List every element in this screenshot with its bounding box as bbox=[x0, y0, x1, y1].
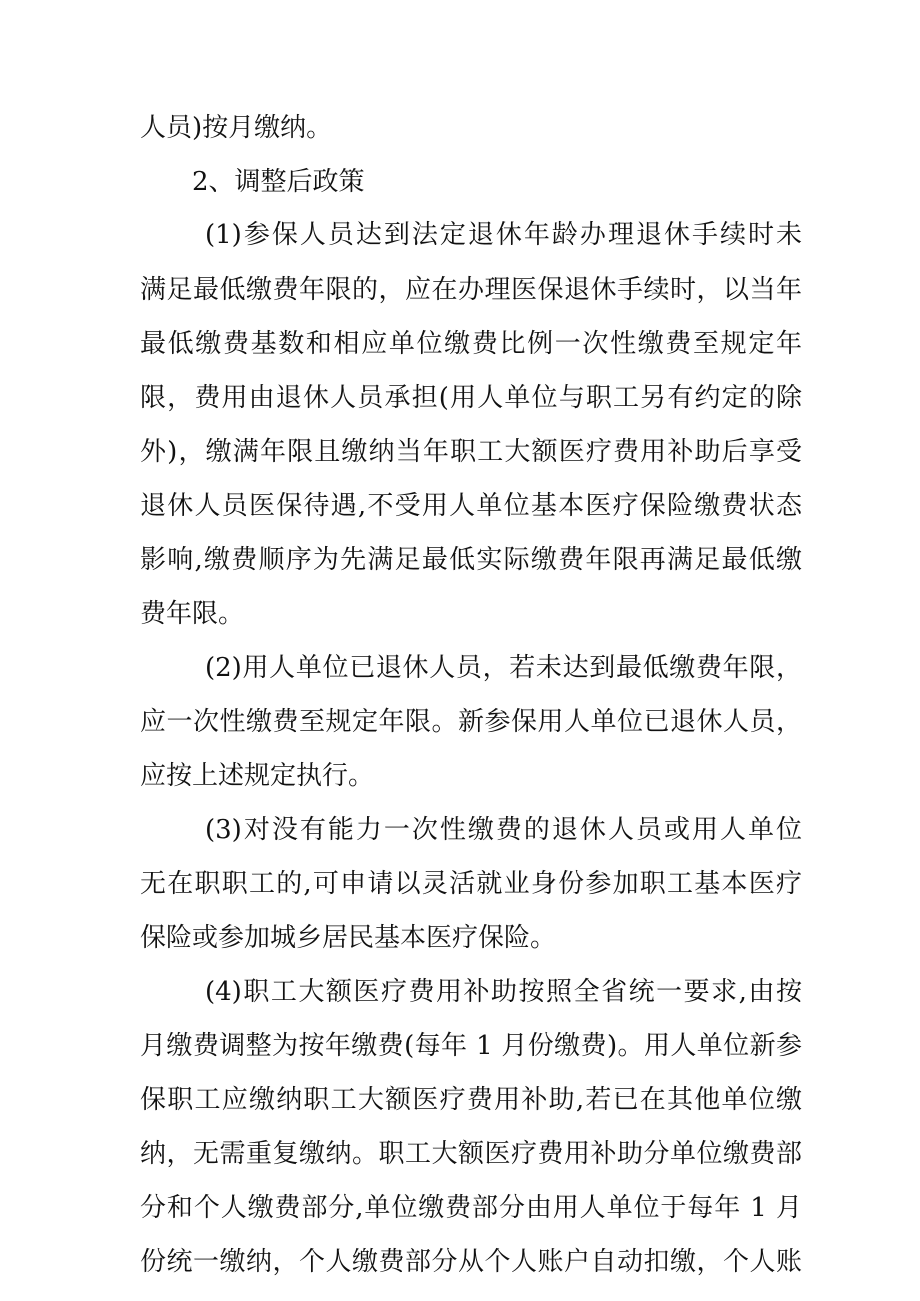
text-line: 影响,缴费顺序为先满足最低实际缴费年限再满足最低缴 bbox=[140, 545, 802, 575]
text-line: 纳，无需重复缴纳。职工大额医疗费用补助分单位缴费部 bbox=[140, 1139, 802, 1169]
text-line: 保险或参加城乡居民基本医疗保险。 bbox=[140, 923, 557, 953]
text-line: (1)参保人员达到法定退休年龄办理退休手续时未 bbox=[205, 220, 802, 250]
text-line: 保职工应缴纳职工大额医疗费用补助,若已在其他单位缴 bbox=[140, 1085, 802, 1115]
text-line: 退休人员医保待遇,不受用人单位基本医疗保险缴费状态 bbox=[140, 491, 802, 521]
text-line: (2)用人单位已退休人员，若未达到最低缴费年限， bbox=[205, 653, 802, 683]
text-line: 费年限。 bbox=[140, 599, 245, 629]
text-line: 分和个人缴费部分,单位缴费部分由用人单位于每年 1 月 bbox=[140, 1193, 802, 1223]
text-line: (3)对没有能力一次性缴费的退休人员或用人单位 bbox=[205, 815, 802, 845]
text-line: (4)职工大额医疗费用补助按照全省统一要求,由按 bbox=[205, 977, 802, 1007]
text-line: 应按上述规定执行。 bbox=[140, 761, 375, 791]
text-line: 人员)按月缴纳。 bbox=[140, 113, 333, 143]
text-line: 应一次性缴费至规定年限。新参保用人单位已退休人员， bbox=[140, 707, 802, 737]
text-line: 月缴费调整为按年缴费(每年 1 月份缴费)。用人单位新参 bbox=[140, 1031, 802, 1061]
text-line: 外)，缴满年限且缴纳当年职工大额医疗费用补助后享受 bbox=[140, 437, 802, 467]
text-line: 满足最低缴费年限的，应在办理医保退休手续时，以当年 bbox=[140, 275, 802, 305]
text-line: 份统一缴纳，个人缴费部分从个人账户自动扣缴，个人账 bbox=[140, 1247, 802, 1277]
text-line: 限，费用由退休人员承担(用人单位与职工另有约定的除 bbox=[140, 383, 802, 413]
text-line: 无在职职工的,可申请以灵活就业身份参加职工基本医疗 bbox=[140, 869, 802, 899]
text-line: 最低缴费基数和相应单位缴费比例一次性缴费至规定年 bbox=[140, 329, 802, 359]
section-heading: 2、调整后政策 bbox=[192, 167, 365, 197]
